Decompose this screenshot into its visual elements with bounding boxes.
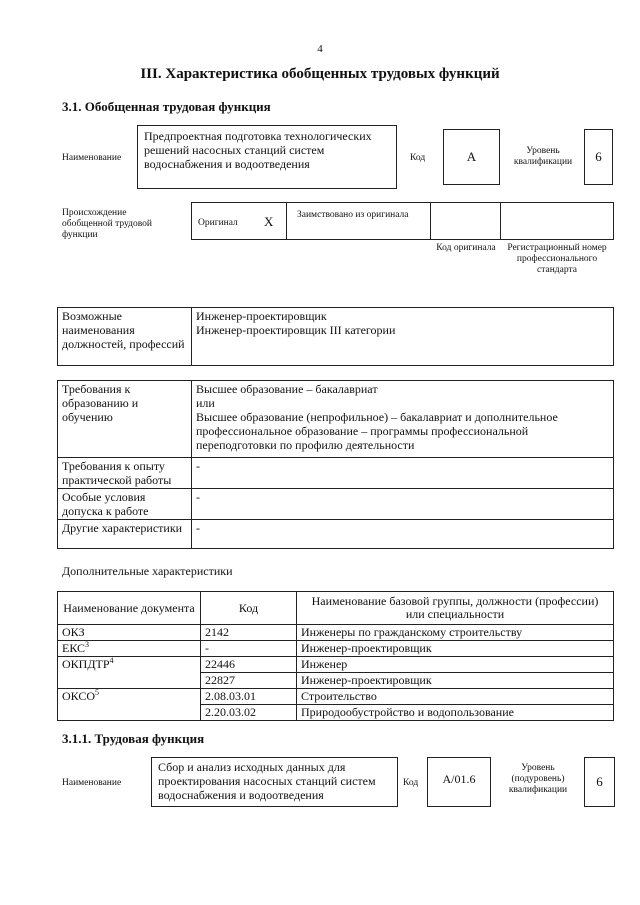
page-number: 4 (317, 43, 323, 55)
origin-reg-caption: Регистрационный номер профессионального стандарта (507, 243, 607, 275)
row-doc-footnote: 5 (95, 688, 100, 697)
additional-table (57, 591, 614, 721)
gtf-name-label: Наименование (62, 153, 122, 163)
req-line: Высшее образование (непрофильное) – бакалавриат и дополнительное профессиональное образование – программы профессиональной переподготовки по профилю деятельности (196, 410, 558, 452)
gtf-level-label: Уровень квалификации (513, 146, 573, 167)
origin-code-cell (430, 202, 501, 240)
table-row (58, 689, 614, 705)
row-name: Инженер-проектировщик (297, 673, 614, 689)
row-name: Инженер (297, 657, 614, 673)
origin-original-mark: X (264, 214, 274, 229)
requirements-table (57, 380, 614, 549)
positions-table (57, 307, 614, 366)
row-doc: ОКЗ (62, 625, 85, 639)
tf-code-value: A/01.6 (427, 757, 491, 807)
origin-code-caption: Код оригинала (436, 243, 496, 253)
req-value: - (192, 489, 614, 520)
row-doc: ОКПДТР (62, 657, 110, 671)
req-label: Особые условия допуска к работе (58, 489, 192, 520)
position-item: Инженер-проектировщик III категории (196, 323, 396, 337)
origin-original-label: Оригинал (198, 218, 238, 228)
req-line: или (196, 396, 215, 410)
gtf-code-value: A (443, 129, 500, 185)
row-doc: ЕКС (62, 641, 86, 655)
req-value (192, 381, 614, 458)
row-code: 2142 (201, 625, 297, 641)
row-doc: ОКСО (62, 689, 96, 703)
req-label: Требования к образованию и обучению (58, 381, 192, 458)
gtf-name-value: Предпроектная подготовка технологических решений насосных станций систем водоснабжения и водоотведения (137, 125, 397, 189)
origin-original-cell (191, 202, 287, 240)
origin-borrowed-cell: Заимствовано из оригинала (286, 202, 431, 240)
position-item: Инженер-проектировщик (196, 309, 327, 323)
row-code: 2.20.03.02 (201, 705, 297, 721)
row-code: 22827 (201, 673, 297, 689)
row-name: Инженер-проектировщик (297, 641, 614, 657)
req-label: Требования к опыту практической работы (58, 458, 192, 489)
section-title: III. Характеристика обобщенных трудовых функций (140, 66, 500, 82)
header-code: Код (201, 592, 297, 625)
positions-label: Возможные наименования должностей, профессий (58, 308, 192, 366)
origin-label: Происхождение обобщенной трудовой функции (62, 208, 152, 240)
gtf-heading: 3.1. Обобщенная трудовая функция (62, 99, 271, 114)
table-row (58, 657, 614, 673)
row-name: Природообустройство и водопользование (297, 705, 614, 721)
tf-code-label: Код (403, 778, 419, 788)
gtf-code-label: Код (410, 153, 426, 163)
gtf-level-value: 6 (584, 129, 613, 185)
req-line: Высшее образование – бакалавриат (196, 382, 378, 396)
additional-heading: Дополнительные характеристики (62, 564, 233, 578)
header-doc: Наименование документа (58, 592, 201, 625)
tf-heading: 3.1.1. Трудовая функция (62, 731, 205, 746)
row-code: - (201, 641, 297, 657)
tf-name-label: Наименование (62, 778, 122, 788)
req-value: - (192, 520, 614, 549)
row-doc-footnote: 3 (85, 640, 90, 649)
row-name: Инженеры по гражданскому строительству (297, 625, 614, 641)
row-code: 2.08.03.01 (201, 689, 297, 705)
req-label: Другие характеристики (58, 520, 192, 549)
positions-values (192, 308, 614, 366)
header-name: Наименование базовой группы, должности (профессии) или специальности (297, 592, 614, 625)
table-row (58, 641, 614, 657)
row-name: Строительство (297, 689, 614, 705)
origin-reg-cell (500, 202, 614, 240)
tf-name-value: Сбор и анализ исходных данных для проектирования насосных станций систем водоснабжения и водоотведения (151, 757, 398, 807)
row-doc-footnote: 4 (109, 656, 114, 665)
row-code: 22446 (201, 657, 297, 673)
req-value: - (192, 458, 614, 489)
tf-level-label: Уровень (подуровень) квалификации (508, 763, 568, 795)
table-row (58, 625, 614, 641)
tf-level-value: 6 (584, 757, 615, 807)
